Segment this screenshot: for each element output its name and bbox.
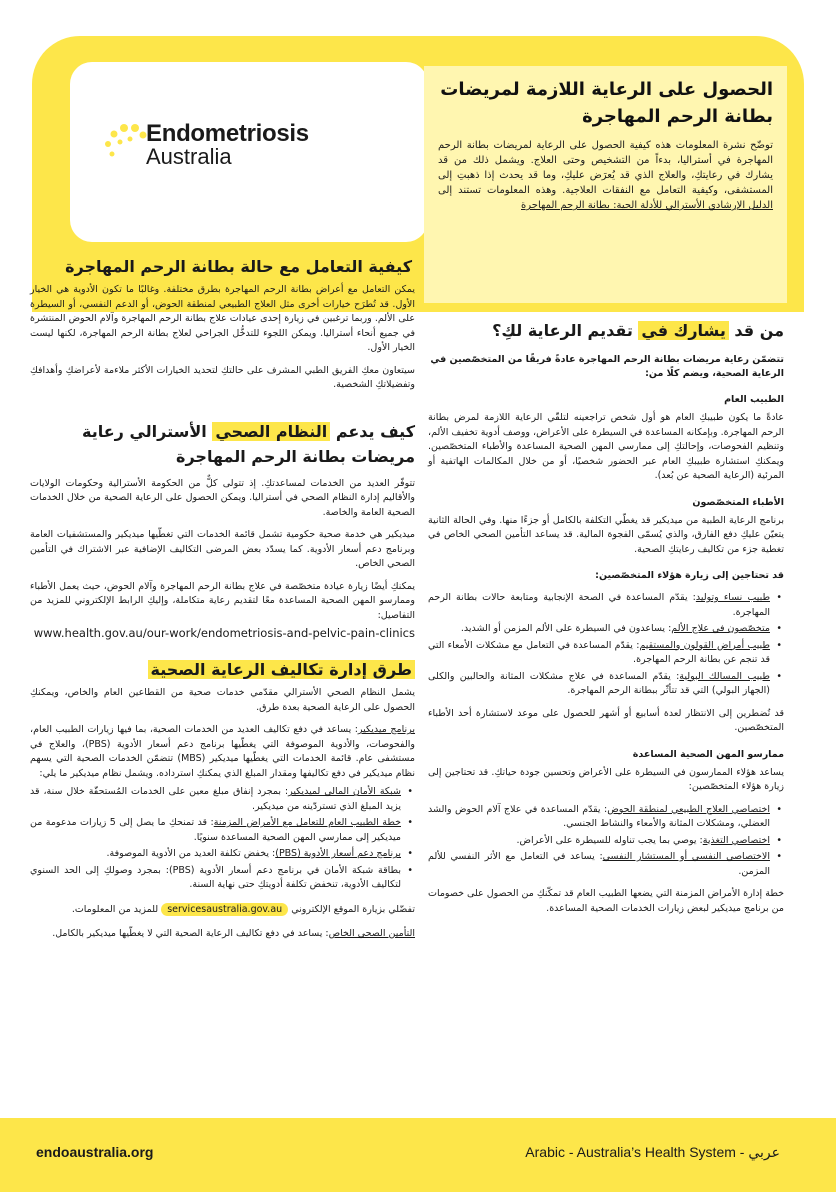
section-heading-managing: كيفية التعامل مع حالة بطانة الرحم المهاجرة (30, 254, 415, 279)
page-title: الحصول على الرعاية اللازمة لمريضات بطانة الرحم المهاجرة (440, 79, 773, 127)
private-insurance-paragraph: التأمين الصحي الخاص: يساعد في دفع تكاليف الرعاية الصحية التي لا يغطّيها ميديكير بالكامل. (52, 928, 415, 939)
allied-list (428, 803, 784, 880)
list-item: • بطاقة شبكة الأمان في برنامج دعم أسعار الأدوية (PBS): بمجرد وصولكِ إلى الحد السنوي لتكاليف الأدوية، تنخفض تكلفة أدويتكِ حتى نهاية السنة. (30, 864, 415, 893)
list-item: • برنامج دعم أسعار الأدوية (PBS): يخفض تكلفة العديد من الأدوية الموصوفة. (30, 847, 415, 862)
footer-website[interactable]: endoaustralia.org (36, 1144, 154, 1160)
gp-paragraph: عادةً ما يكون طبيبكِ العام هو أول شخص تراجعينه لتلقّي الرعاية اللازمة لمرض بطانة الرحم المهاجرة. وبإمكانه المساعدة في السيطرة على الأعراض، ووصف أدوية تخفيف الألم، وتنظيم الفحوصات، وإحالتكِ إلى ممارسي المهن الصحية المساعدة والأطباء المتخصّصين. ويمكنكِ استشارة طبيبكِ العام عبر الحضور شخصيًا، أو من خلال المكالمات الهاتفية أو المرئية (الرعاية الصحية عن بُعد). (428, 412, 784, 481)
list-item: • طبيب أمراض القولون والمستقيم: يقدّم المساعدة في التعامل مع مشكلات الأمعاء التي قد تنجم عن بطانة الرحم المهاجرة. (428, 639, 784, 668)
section-heading-care-team: من قد يشارك في تقديم الرعاية لكِ؟ (492, 321, 784, 340)
wait-paragraph: قد تُضطرين إلى الانتظار لعدة أسابيع أو أشهر للحصول على موعد لاستشارة أحد الأطباء المتخصّصين. (428, 707, 784, 733)
health-system-paragraph-1: تتوفّر العديد من الخدمات لمساعدتكِ. إذ تتولى كلٌّ من الحكومة الأسترالية وحكومات الولايات والأقاليم إدارة النظام الصحي في أستراليا. ويمكن الحصول على الرعاية الصحية من خلال الخدمات الصحية العامة والخاصة. (30, 477, 415, 518)
list-item: • طبيب المسالك البولية: يقدّم المساعدة في علاج مشكلات المثانة والحالبين والكلى (الجهاز البولي) التي قد تتأثّر ببطانة الرحم المهاجرة. (428, 670, 784, 699)
services-australia-link[interactable]: servicesaustralia.gov.au (161, 903, 288, 916)
health-system-paragraph-3: يمكنكِ أيضًا زيارة عيادة متخصّصة في علاج بطانة الرحم المهاجرة وآلام الحوض، حيث يعمل الأطباء وممارسو المهن الصحية المساعدة معًا لتقديم رعاية متكاملة، وإليكِ الرابط الإلكتروني للمزيد من التفاصيل: (30, 580, 415, 621)
footer-language-label: Arabic - Australia’s Health System - عربي (525, 1144, 780, 1160)
managing-paragraph-1: يمكن التعامل مع أعراض بطانة الرحم المهاجرة بطرق مختلفة. وغالبًا ما تكون الأدوية هي الخيار الأول. قد تُطرَح خيارات أخرى مثل العلاج الطبيعي لمنطقة الحوض، أو الدعم النفسي، أو السيطرة على الألم. وربما ترغبين في زيارة إحدى عيادات علاج بطانة الرحم المهاجرة وآلام الحوض المنتشرة في جميع أنحاء أستراليا. ويمكن اللجوء للتدخُّل الجراحي لعلاج بطانة الرحم المهاجرة، لكنها ليست الخيار الأول. (30, 284, 415, 353)
specialists-list (428, 591, 784, 699)
list-item: • طبيب نساء وتوليد: يقدّم المساعدة في الصحة الإنجابية ومتابعة حالات بطانة الرحم المهاجرة. (428, 591, 784, 620)
list-item: • شبكة الأمان المالي لميديكير: بمجرد إنفاق مبلغ معين على الخدمات المُستحقّة خلال سنة، قد يزيد المبلغ الذي تستردّينه من ميديكير. (30, 785, 415, 814)
footer (0, 1118, 836, 1192)
gp-heading: الطبيب العام (724, 394, 784, 405)
medicare-paragraph: برنامج ميديكير: يساعد في دفع تكاليف العديد من الخدمات الصحية، بما فيها زيارات الطبيب العام، والفحوصات، والأدوية الموصوفة التي يغطّيها برنامج دعم أسعار الأدوية (PBS)، والعلاج في مستشفى عام. قائمة الخدمات التي يغطّيها ميديكير (MBS) تتضمّن الخدمات الصحية التي يسهم نظام ميديكير في دفع تكاليفها ومقدار المبلغ الذي يمكنكِ استرداده. ويشمل نظام ميديكير ما يلي: (30, 724, 416, 779)
allied-paragraph: يساعد هؤلاء الممارسون في السيطرة على الأعراض وتحسين جودة حياتكِ. قد تحتاجين إلى زيارة هؤلاء المتخصّصين: (428, 766, 784, 792)
living-guideline-link[interactable]: الدليل الإرشادي الأسترالي للأدلة الحية: بطانة الرحم المهاجرة (521, 200, 773, 211)
list-item: • متخصّصون في علاج الألم: يساعدون في السيطرة على الألم المزمن أو الشديد. (428, 622, 784, 637)
section-heading-costs: طرق إدارة تكاليف الرعاية الصحية (30, 657, 415, 682)
intro-box (424, 66, 787, 303)
logo-line-2: Australia (146, 144, 232, 169)
right-column (428, 318, 784, 916)
clinics-link[interactable]: www.health.gov.au/our-work/endometriosis-and-pelvic-pain-clinics (33, 626, 415, 640)
services-australia-line: تفضّلي بزيارة الموقع الإلكتروني servicesaustralia.gov.au للمزيد من المعلومات. (71, 903, 415, 915)
logo-line-1: Endometriosis (146, 120, 309, 147)
health-system-paragraph-2: ميديكير هي خدمة صحية حكومية تشمل قائمة الخدمات التي تغطّيها ميديكير والمستشفيات العامة وبرنامج دعم أسعار الأدوية. كما يسدّد بعض المرضى التكاليف الإضافية عبر الاشتراك في التأمين الصحي الخاص. (30, 529, 415, 569)
medicare-list (30, 785, 415, 893)
specialists-needed-heading: قد تحتاجين إلى زيارة هؤلاء المتخصّصين: (595, 570, 784, 581)
costs-paragraph-1: يشمل النظام الصحي الأسترالي مقدّمي خدمات صحية من القطاعين العام والخاص، ويمكنكِ الحصول على الرعاية الصحية بعدة طرق. (30, 687, 415, 713)
allied-heading: ممارسو المهن الصحية المساعدة (632, 748, 784, 760)
list-item: • خطة الطبيب العام للتعامل مع الأمراض المزمنة: قد تمنحكِ ما يصل إلى 5 زيارات مدعومة من ميديكير إلى ممارسي المهن الصحية المساعدة سنويًا. (30, 816, 415, 845)
intro-paragraph: توضّح نشرة المعلومات هذه كيفية الحصول على الرعاية لمريضات بطانة الرحم المهاجرة في أستراليا، بدءاً من التشخيص وحتى العلاج. ويشمل ذلك من قد يشارك في رعايتكِ، والعلاج الذي قد يُعرَض عليكِ، وما قد يحدث إذا ذهبتِ إلى المستشفى، وكيفية التعامل مع النفقات العلاجية. وهذه المعلومات تستند إلى (438, 140, 773, 196)
left-column (30, 254, 415, 942)
list-item: • الاختصاصي النفسي أو المستشار النفسي: يساعد في التعامل مع الأثر النفسي للألم المزمن. (428, 850, 784, 879)
list-item: • اختصاصي التغذية: يوصي بما يجب تناوله للسيطرة على الأعراض. (428, 834, 784, 849)
intro-text (438, 138, 773, 213)
care-team-lead: تتضمّن رعاية مريضات بطانة الرحم المهاجرة عادةً فريقًا من المتخصّصين في الرعاية الصحية، ويضم كلًا من: (430, 354, 784, 379)
specialists-heading: الأطباء المتخصّصون (692, 496, 784, 508)
specialists-paragraph: برنامج الرعاية الطبية من ميديكير قد يغطّي التكلفة بالكامل أو جزءًا منها. وفي الحالة الثانية يتعيّن عليكِ دفع الفارق، والذي يُسمّى الفجوة المالية. قد يساعد التأمين الصحي الخاص في تغطية جزء من تكاليف رعايتكِ الصحية. (428, 514, 784, 555)
managing-paragraph-2: سيتعاون معكِ الفريق الطبي المشرف على حالتكِ لتحديد الخيارات الأكثر ملاءمة لأعراضكِ وأهدافكِ وتفضيلاتكِ الشخصية. (30, 364, 415, 390)
section-heading-health-system: كيف يدعم النظام الصحي الأسترالي رعاية مريضات بطانة الرحم المهاجرة (82, 421, 415, 466)
list-item: • اختصاصي العلاج الطبيعي لمنطقة الحوض: يقدّم المساعدة في علاج آلام الحوض والشد العضلي، ومشكلات المثانة والأمعاء والنشاط الجنسي. (428, 803, 784, 832)
logo-text (146, 122, 309, 168)
chronic-plan-paragraph: خطة إدارة الأمراض المزمنة التي يضعها الطبيب العام قد تمكّنكِ من الحصول على خصومات من برنامج ميديكير لبعض زيارات الخدمات الصحية المساعدة. (428, 888, 784, 914)
